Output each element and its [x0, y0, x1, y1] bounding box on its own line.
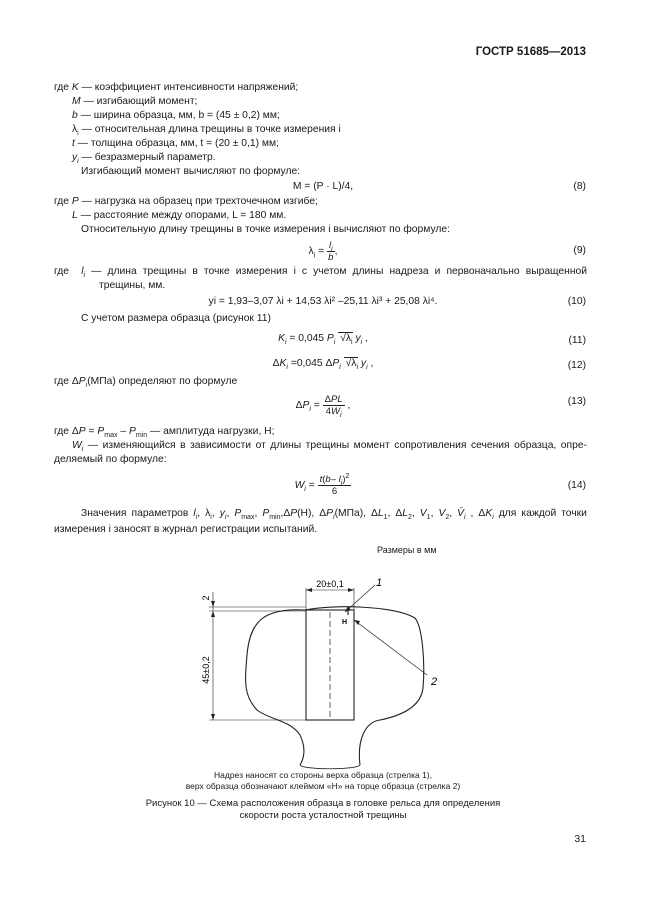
dim-width: 20±0,1	[316, 579, 344, 589]
def-l-line1: где $l_i$ — длина трещины в точке измерения i с учетом длины надреза и первоначально выращенной	[54, 266, 587, 280]
figure-caption-line1: Рисунок 10 — Схема расположения образца в головке рельса для определения	[145, 798, 501, 809]
def-P: где P — нагрузка на образец при трехточечном изгибе;	[54, 196, 318, 207]
def-t: t — толщина образца, мм, t = (20 ± 0,1) мм;	[72, 138, 279, 149]
dims-note: Размеры в мм	[377, 545, 437, 555]
standard-header: ГОСТР 51685—2013	[475, 46, 586, 58]
equation-8: M = (P · L)/4,	[292, 181, 354, 192]
equation-10: yi = 1,93–3,07 λi + 14,53 λi² –25,11 λi³ + 25,08 λi⁴.	[208, 296, 438, 307]
stamp-mark: Н	[342, 619, 348, 626]
def-K: где K — коэффициент интенсивности напряжений;	[54, 82, 299, 93]
moment-intro: Изгибающий момент вычисляют по формуле:	[81, 166, 301, 177]
equation-14-number: (14)	[567, 480, 586, 491]
def-b: b — ширина образца, мм, b = (45 ± 0,2) мм;	[72, 110, 280, 121]
equation-10-number: (10)	[567, 296, 586, 307]
figure-note-line1: Надрез наносят со стороны верха образца (стрелка 1),	[214, 770, 432, 780]
dim-height: 45±0,2	[201, 656, 211, 684]
equation-11: $K_i = 0,045$ $P_i$ $√\lambda_i$ $y_i$ ,	[278, 333, 368, 347]
def-lambda: $\lambda_i$ — относительная длина трещины в точке измерения i	[72, 124, 341, 138]
label-1: 1	[376, 577, 383, 589]
def-M: M — изгибающий момент;	[72, 96, 198, 107]
equation-12-number: (12)	[567, 360, 586, 371]
def-W-line1: $W_i$ — изменяющийся в зависимости от длины трещины момент сопротивления сечения образца, опре-	[72, 440, 587, 454]
rail-head-outline	[246, 610, 305, 765]
equation-14: $W_i$ = $\frac{t(b- l_i)^2}{6}$	[294, 472, 350, 497]
size-intro: С учетом размера образца (рисунок 11)	[81, 313, 271, 324]
dP-intro: где $\Delta P_i(МПа)$ определяют по формуле	[54, 376, 238, 390]
values-line1: Значения параметров $l_i$, $\lambda_i$, $y_i$, $P_{max}$, $P_{min},\Delta P(Н)$, $\Delta P_i(МПа)$, $\Delta L_1$, $\Delta L_2$, $V_1$, $V_2$, $V̄_i$ , $\Delta K_i$ для каждой точки	[81, 508, 587, 522]
def-amp: где $\Delta P = P_{max} - P_{min}$ — амплитуда нагрузки, Н;	[54, 426, 275, 440]
equation-11-number: (11)	[568, 335, 586, 346]
values-line2: измерения i заносят в журнал регистрации испытаний.	[54, 524, 318, 535]
equation-13: $\Delta P_i$ = $\frac{\text{ΔPL}}{4W_i}$ ,	[295, 394, 351, 419]
equation-12: $\Delta K_i =0,045$ $\Delta P_i$ $√\lambda_i$ $y_i$ ,	[272, 358, 374, 372]
equation-8-number: (8)	[573, 181, 586, 192]
def-y: $y_i$ — безразмерный параметр.	[72, 152, 216, 166]
page-number: 31	[574, 833, 586, 845]
def-W-line2: деляемый по формуле:	[54, 454, 167, 465]
lambda-intro: Относительную длину трещины в точке измерения i вычисляют по формуле:	[81, 224, 450, 235]
def-l-line2: трещины, мм.	[99, 280, 166, 291]
rail-head-figure	[195, 570, 455, 770]
equation-13-number: (13)	[567, 396, 586, 407]
label-2: 2	[431, 676, 438, 688]
figure-note-line2: верх образца обозначают клеймом «Н» на торце образца (стрелка 2)	[185, 781, 461, 791]
dim-top: 2	[201, 595, 211, 601]
equation-9: $\lambda_i$ = $\frac{l_i}{b}$ ,	[308, 240, 338, 263]
def-L: L — расстояние между опорами, L = 180 мм.	[72, 210, 287, 221]
figure-caption-line2: скорости роста усталостной трещины	[239, 810, 407, 821]
equation-9-number: (9)	[573, 245, 586, 256]
